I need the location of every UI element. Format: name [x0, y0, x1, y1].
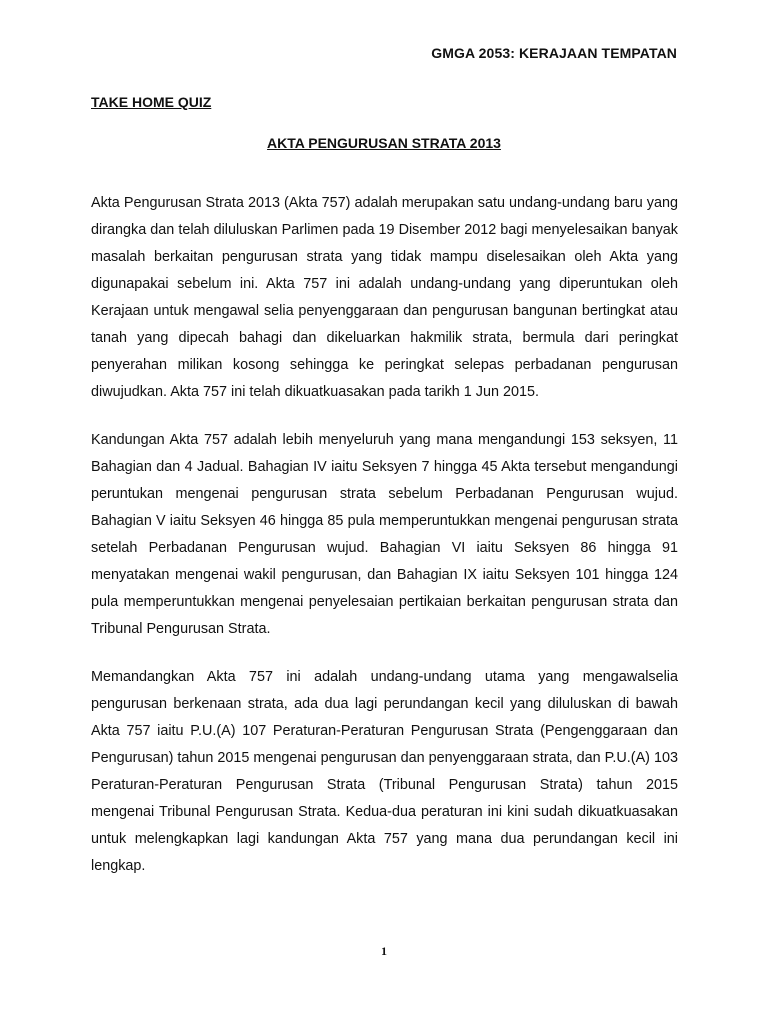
paragraph-regulations: Memandangkan Akta 757 ini adalah undang-undang utama yang mengawalselia pengurusan berkenaan strata, ada dua lagi perundangan kecil yang diluluskan di bawah Akta 757 iaitu P.U.(A) 107 Peraturan-Peraturan Pengurusan Strata (Pengenggaraan dan Pengurusan) tahun 2015 mengenai pengurusan dan penyenggaraan strata, dan P.U.(A) 103 Peraturan-Peraturan Pengurusan Strata (Tribunal Pengurusan Strata) tahun 2015 mengenai Tribunal Pengurusan Strata. Kedua-dua peraturan ini kini sudah dikuatkuasakan untuk melengkapkan lagi kandungan Akta 757 yang mana dua perundangan kecil ini lengkap.: [91, 669, 678, 874]
page-number: 1: [381, 944, 387, 958]
body-text: [91, 190, 678, 901]
running-header: GMGA 2053: KERAJAAN TEMPATAN: [431, 45, 677, 61]
quiz-label: TAKE HOME QUIZ: [91, 94, 212, 110]
paragraph-contents: Kandungan Akta 757 adalah lebih menyeluruh yang mana mengandungi 153 seksyen, 11 Bahagian dan 4 Jadual. Bahagian IV iaitu Seksyen 7 hingga 45 Akta tersebut mengandungi peruntukan mengenai pengurusan strata sebelum Perbadanan Pengurusan wujud. Bahagian V iaitu Seksyen 46 hingga 85 pula memperuntukkan mengenai pengurusan strata setelah Perbadanan Pengurusan wujud. Bahagian VI iaitu Seksyen 86 hingga 91 menyatakan mengenai wakil pengurusan, dan Bahagian IX iaitu Seksyen 101 hingga 124 pula memperuntukkan mengenai penyelesaian pertikaian berkaitan pengurusan strata dan Tribunal Pengurusan Strata.: [91, 432, 678, 637]
paragraph-intro: Akta Pengurusan Strata 2013 (Akta 757) adalah merupakan satu undang-undang baru yang dirangka dan telah diluluskan Parlimen pada 19 Disember 2012 bagi menyelesaikan banyak masalah berkaitan pengurusan strata yang tidak mampu diselesaikan oleh Akta yang digunapakai sebelum ini. Akta 757 ini adalah undang-undang yang diperuntukan oleh Kerajaan untuk mengawal selia penyenggaraan dan pengurusan bangunan bertingkat atau tanah yang dipecah bahagi dan dikeluarkan hakmilik strata, bermula dari peringkat penyerahan milikan kosong sehingga ke peringkat selepas perbadanan pengurusan diwujudkan. Akta 757 ini telah dikuatkuasakan pada tarikh 1 Jun 2015.: [91, 195, 678, 400]
document-title: AKTA PENGURUSAN STRATA 2013: [267, 135, 501, 151]
